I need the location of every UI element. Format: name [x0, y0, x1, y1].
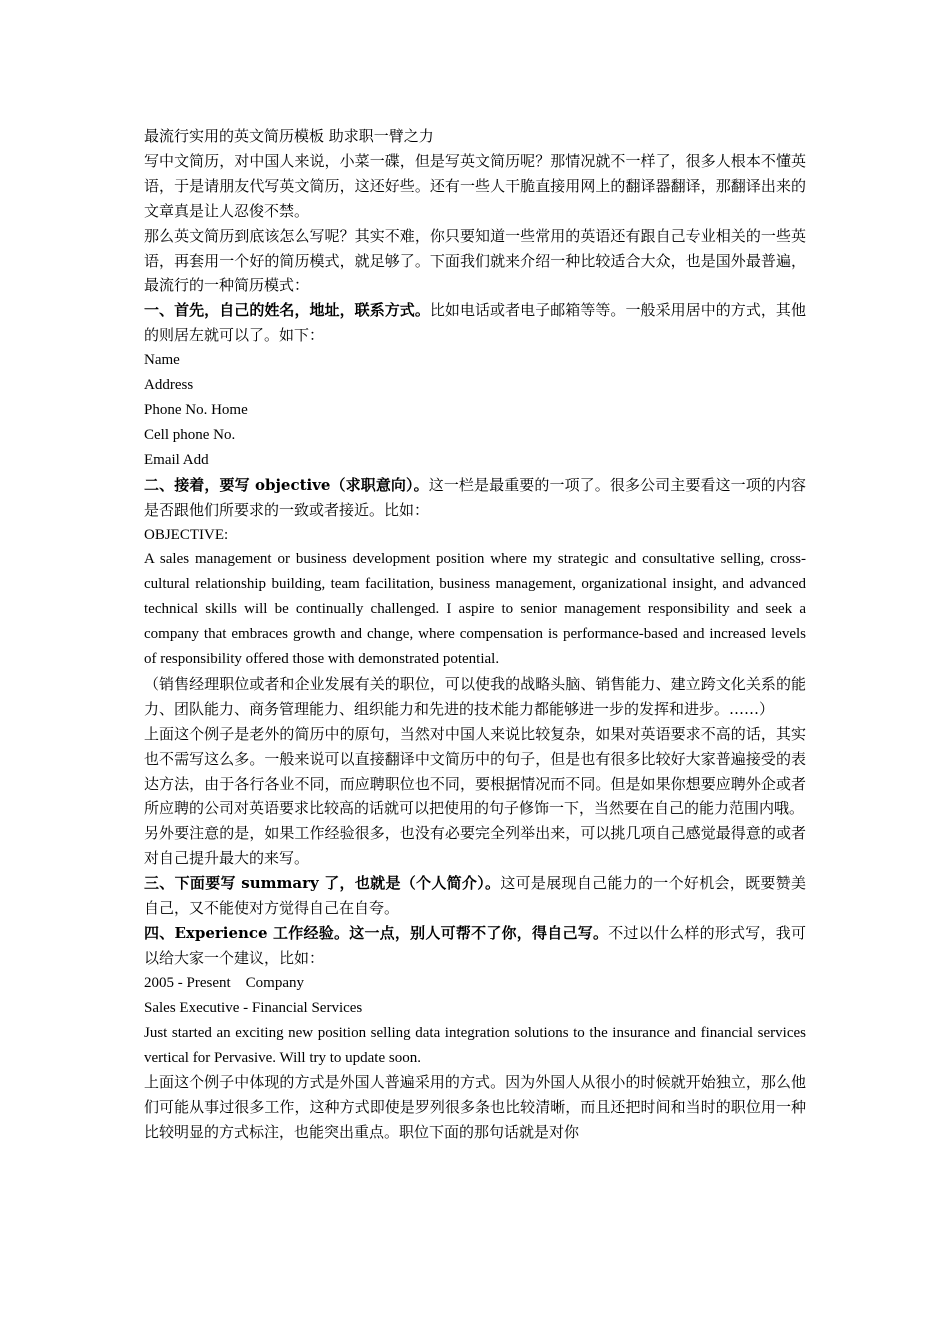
section-2-heading: 二、接着，要写 objective（求职意向）。: [144, 475, 429, 494]
section-4-paragraph: [144, 921, 806, 971]
objective-english: A sales management or business development position where my strategic and consultative selling, cross-cultural relationship building, team facilitation, business management, organizational insight, and advanced technical skills will be continually challenged. I aspire to senior management responsibility and seek a company that embraces growth and change, where compensation is performance-based and increased levels of responsibility offered those with demonstrated potential.: [144, 551, 806, 668]
intro-paragraph-1: 写中文简历，对中国人来说，小菜一碟，但是写英文简历呢？那情况就不一样了，很多人根本不懂英语，于是请朋友代写英文简历，这还好些。还有一些人干脆直接用网上的翻译器翻译，那翻译出来的文章真是让人忍俊不禁。: [144, 151, 806, 220]
objective-chinese: （销售经理职位或者和企业发展有关的职位，可以使我的战略头脑、销售能力、建立跨文化关系的能力、团队能力、商务管理能力、组织能力和先进的技术能力都能够进一步的发挥和进步。……）: [144, 674, 806, 718]
contact-field-address: Address: [144, 377, 194, 394]
experience-job-title: Sales Executive - Financial Services: [144, 999, 363, 1016]
section-3-text: 这可是展现自己能力的一个好机会，既要赞美自己，又不能使对方觉得自己在自夸。: [144, 874, 806, 918]
document-page: [144, 124, 806, 1145]
document-title: 最流行实用的英文简历模板 助求职一臂之力: [144, 127, 434, 145]
section-3-heading: 三、下面要写 summary 了，也就是（个人简介）。: [144, 874, 501, 893]
intro-paragraph-2: 那么英文简历到底该怎么写呢？其实不难，你只要知道一些常用的英语还有跟自己专业相关的一些英语，再套用一个好的简历模式，就足够了。下面我们就来介绍一种比较适合大众，也是国外最普遍，最流行的一种简历模式：: [144, 226, 806, 295]
section-3-paragraph: [144, 871, 806, 921]
contact-field-cell-phone: Cell phone No.: [144, 426, 236, 443]
example-explanation-paragraph: 上面这个例子是老外的简历中的原句，当然对中国人来说比较复杂，如果对英语要求不高的话，其实也不需写这么多。一般来说可以直接翻译中文简历中的句子，但是也有很多比较好大家普遍接受的表达方法，由于各行各业不同，而应聘职位也不同，要根据情况而不同。但是如果你想要应聘外企或者所应聘的公司对英语要求比较高的话就可以把使用的句子修饰一下，当然要在自己的能力范围内哦。: [144, 724, 806, 818]
experience-date-line: 2005 - Present Company: [144, 974, 304, 991]
contact-field-email: Email Add: [144, 451, 209, 468]
section-1-heading: 一、首先，自己的姓名，地址，联系方式。: [144, 301, 430, 320]
section-2-paragraph: [144, 473, 806, 523]
section-1-paragraph: [144, 298, 806, 348]
objective-label: OBJECTIVE:: [144, 526, 229, 543]
final-paragraph: 上面这个例子中体现的方式是外国人普遍采用的方式。因为外国人从很小的时候就开始独立，那么他们可能从事过很多工作，这种方式即使是罗列很多条也比较清晰，而且还把时间和当时的职位用一种比较明显的方式标注，也能突出重点。职位下面的那句话就是对你: [144, 1073, 806, 1142]
contact-field-home-phone: Phone No. Home: [144, 401, 248, 418]
contact-field-name: Name: [144, 352, 180, 369]
section-4-heading: 四、Experience 工作经验。这一点，别人可帮不了你，得自己写。: [144, 924, 609, 942]
section-2-text: 这一栏是最重要的一项了。很多公司主要看这一项的内容是否跟他们所要求的一致或者接近。比如：: [144, 475, 806, 519]
section-4-text: 不过以什么样的形式写，我可以给大家一个建议，比如：: [144, 924, 806, 967]
experience-note-paragraph: 另外要注意的是，如果工作经验很多，也没有必要完全列举出来，可以挑几项自己感觉最得意的或者对自己提升最大的来写。: [144, 824, 806, 868]
experience-description: Just started an exciting new position selling data integration solutions to the insurance and financial services vertical for Pervasive. Will try to update soon.: [144, 1024, 806, 1066]
section-1-text: 比如电话或者电子邮箱等等。一般采用居中的方式，其他的则居左就可以了。如下：: [144, 301, 806, 345]
